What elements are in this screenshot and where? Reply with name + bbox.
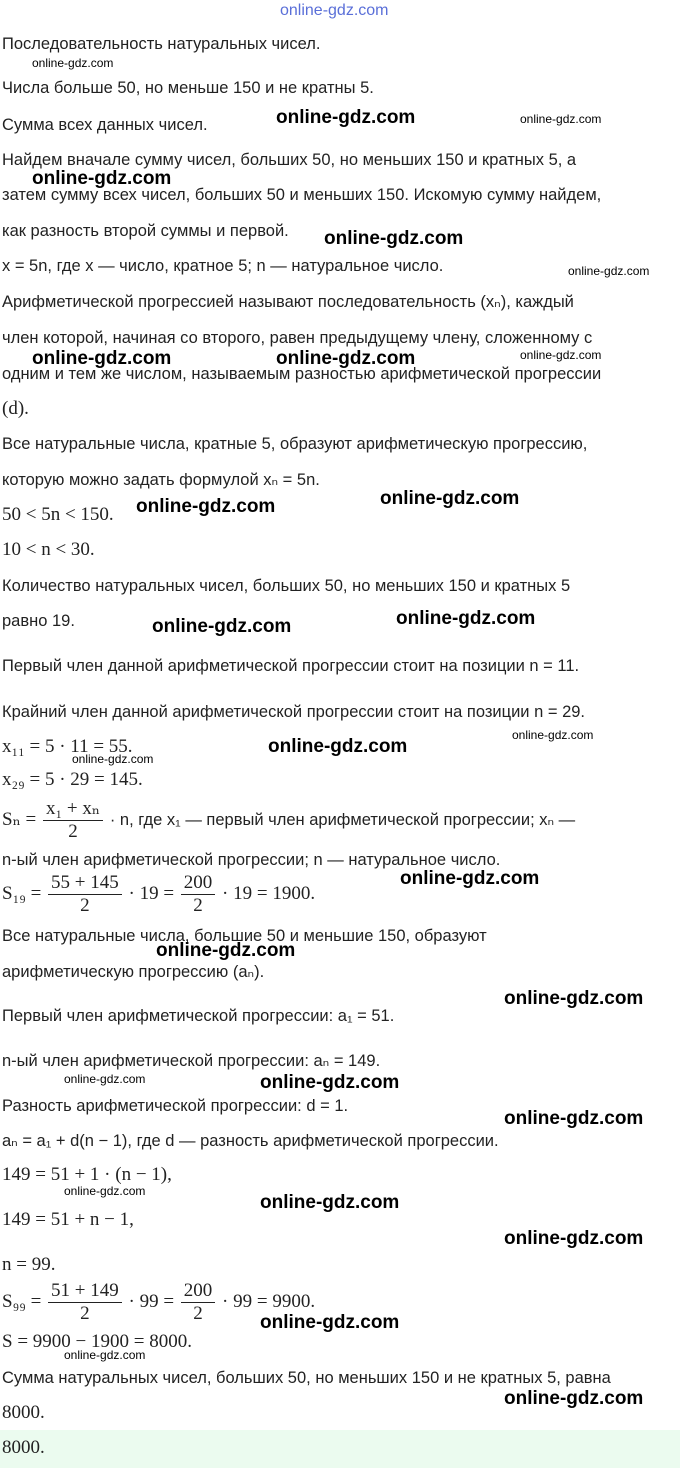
- formula-s99-lhs: S₉₉ =: [2, 1290, 42, 1312]
- text-line: (d).: [2, 398, 29, 419]
- watermark: online-gdz.com: [260, 1072, 400, 1093]
- answer-text: 8000.: [2, 1437, 45, 1458]
- text-line: Первый член арифметической прогрессии: a₁ = 51.: [2, 1007, 395, 1025]
- text-line: Разность арифметической прогрессии: d = 1.: [2, 1097, 349, 1115]
- watermark: online-gdz.com: [64, 1184, 146, 1198]
- watermark: online-gdz.com: [276, 348, 416, 369]
- watermark: online-gdz.com: [512, 728, 594, 742]
- watermark: online-gdz.com: [504, 1388, 644, 1409]
- watermark: online-gdz.com: [32, 56, 114, 70]
- text-line: 8000.: [2, 1402, 45, 1423]
- fraction-numerator: 55 + 145: [48, 872, 122, 895]
- watermark: online-gdz.com: [260, 1192, 400, 1213]
- watermark: online-gdz.com: [396, 608, 536, 629]
- text-line: Количество натуральных чисел, больших 50, но меньших 150 и кратных 5: [2, 577, 571, 595]
- watermark: online-gdz.com: [520, 112, 602, 126]
- fraction-numerator: 51 + 149: [48, 1280, 122, 1303]
- fraction: [181, 1280, 216, 1325]
- watermark: online-gdz.com: [400, 868, 540, 889]
- fraction-numerator: 200: [181, 872, 216, 895]
- formula-s19-lhs: S₁₉ =: [2, 882, 42, 904]
- text-line: x = 5n, где x — число, кратное 5; n — натуральное число.: [2, 257, 444, 275]
- text-line: одним и тем же числом, называемым разностью арифметической прогрессии: [2, 365, 602, 383]
- fraction-denominator: 2: [80, 895, 90, 916]
- fraction: [48, 872, 122, 917]
- text-line: S = 9900 − 1900 = 8000.: [2, 1331, 192, 1352]
- text-line: aₙ = a₁ + d(n − 1), где d — разность арифметической прогрессии.: [2, 1132, 499, 1150]
- fraction-denominator: 2: [80, 1303, 90, 1324]
- text-line: n = 99.: [2, 1254, 56, 1275]
- text-line: как разность второй суммы и первой.: [2, 222, 289, 240]
- watermark: online-gdz.com: [136, 496, 276, 517]
- fraction: [48, 1280, 122, 1325]
- watermark: online-gdz.com: [32, 168, 172, 189]
- text-line: x₁₁ = 5 · 11 = 55.: [2, 736, 133, 757]
- formula-s19-mid: · 19 =: [128, 882, 175, 904]
- text-line: затем сумму всех чисел, больших 50 и меньших 150. Искомую сумму найдем,: [2, 186, 602, 204]
- text-line: 10 < n < 30.: [2, 539, 95, 560]
- watermark: online-gdz.com: [64, 1072, 146, 1086]
- watermark-top: online-gdz.com: [280, 2, 389, 19]
- text-line: Сумма всех данных чисел.: [2, 116, 208, 134]
- formula-s99-result: · 99 = 9900.: [222, 1290, 316, 1312]
- fraction: [181, 872, 216, 917]
- answer-box: [0, 1430, 680, 1468]
- text-line: Сумма натуральных чисел, больших 50, но меньших 150 и не кратных 5, равна: [2, 1369, 611, 1387]
- watermark: online-gdz.com: [64, 1348, 146, 1362]
- text-line: 149 = 51 + n − 1,: [2, 1209, 134, 1230]
- text-line: Последовательность натуральных чисел.: [2, 35, 321, 53]
- formula-s99-mid: · 99 =: [128, 1290, 175, 1312]
- text-line: 149 = 51 + 1 · (n − 1),: [2, 1164, 172, 1185]
- watermark: online-gdz.com: [504, 988, 644, 1009]
- watermark: online-gdz.com: [324, 228, 464, 249]
- text-line: Крайний член данной арифметической прогрессии стоит на позиции n = 29.: [2, 703, 586, 721]
- text-line: Найдем вначале сумму чисел, больших 50, но меньших 150 и кратных 5, а: [2, 151, 577, 169]
- watermark: online-gdz.com: [520, 348, 602, 362]
- fraction-denominator: 2: [193, 895, 203, 916]
- text-line: равно 19.: [2, 612, 75, 630]
- text-line: n-ый член арифметической прогрессии; n — натуральное число.: [2, 851, 501, 869]
- fraction-numerator: 200: [181, 1280, 216, 1303]
- text-line: n-ый член арифметической прогрессии: aₙ = 149.: [2, 1052, 381, 1070]
- watermark: online-gdz.com: [156, 940, 296, 961]
- text-line: 50 < 5n < 150.: [2, 504, 114, 525]
- text-line: арифметическую прогрессию (aₙ).: [2, 963, 265, 981]
- watermark: online-gdz.com: [152, 616, 292, 637]
- watermark: online-gdz.com: [504, 1108, 644, 1129]
- watermark: online-gdz.com: [504, 1228, 644, 1249]
- watermark: online-gdz.com: [380, 488, 520, 509]
- watermark: online-gdz.com: [268, 736, 408, 757]
- formula-s19-result: · 19 = 1900.: [222, 882, 316, 904]
- formula-s19: [2, 872, 315, 917]
- watermark: online-gdz.com: [32, 348, 172, 369]
- fraction-numerator: x₁ + xₙ: [43, 798, 103, 821]
- text-line: Все натуральные числа, кратные 5, образуют арифметическую прогрессию,: [2, 435, 588, 453]
- text-line: Числа больше 50, но меньше 150 и не кратны 5.: [2, 79, 374, 97]
- watermark: online-gdz.com: [568, 264, 650, 278]
- watermark: online-gdz.com: [276, 107, 416, 128]
- fraction-denominator: 2: [68, 821, 78, 842]
- formula-sn-rest: · n, где x₁ — первый член арифметической прогрессии; xₙ —: [109, 810, 576, 829]
- text-line: x₂₉ = 5 · 29 = 145.: [2, 769, 143, 790]
- fraction-denominator: 2: [193, 1303, 203, 1324]
- text-line: Все натуральные числа, большие 50 и меньшие 150, образуют: [2, 927, 487, 945]
- fraction: [43, 798, 103, 843]
- watermark: online-gdz.com: [72, 752, 154, 766]
- text-line: которую можно задать формулой xₙ = 5n.: [2, 471, 320, 489]
- text-line: Арифметической прогрессией называют последовательность (xₙ), каждый: [2, 293, 574, 311]
- text-line: член которой, начиная со второго, равен предыдущему члену, сложенному с: [2, 329, 593, 347]
- formula-sn: [2, 798, 575, 843]
- watermark: online-gdz.com: [260, 1312, 400, 1333]
- text-line: Первый член данной арифметической прогрессии стоит на позиции n = 11.: [2, 657, 580, 675]
- formula-sn-lhs: Sₙ =: [2, 808, 37, 830]
